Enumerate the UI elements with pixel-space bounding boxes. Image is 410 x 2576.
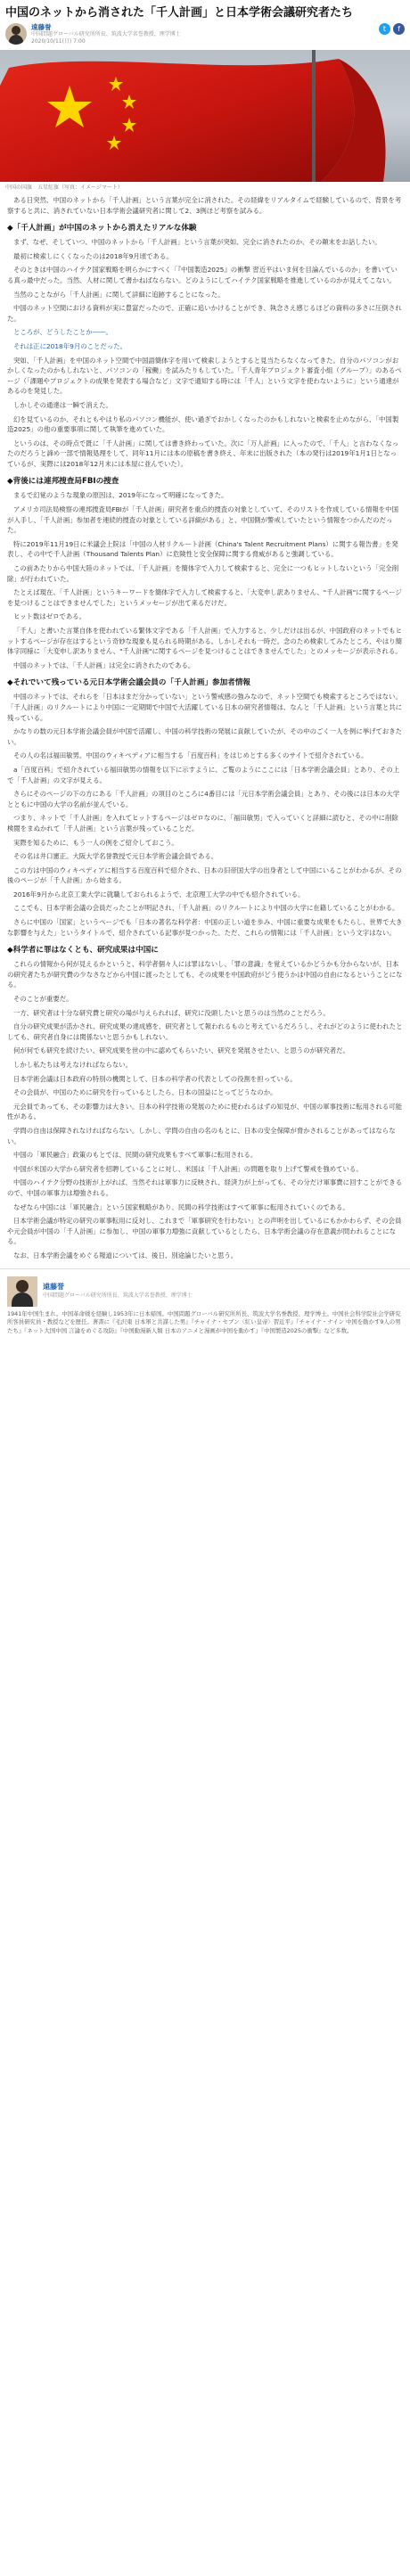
paragraph: これらの情報から何が見えるかというと、科学者個々人には罪はないし、「罪の意識」を覚えているかどうかも分からないが、日本の研究者たちが研究費の少なさなどから中国に渡ったとしても、その成果を中国政府がどう使うかは中国の自由になるということになる。	[7, 960, 403, 989]
paragraph: それは正に2018年9月のことだった。	[13, 341, 127, 350]
paragraph: さらに中国の「国家」というページでも「日本の著名な科学者：中国の正しい道を歩み、中国に重要な成果をもたらし、世界で大きな影響を与えた」というタイトルで、紹介されている記事が見つかった。ただ、これらの情報には「千人計画」という文字はない。	[7, 918, 403, 937]
profile-header	[7, 1276, 403, 1307]
paragraph: 自分の研究成果が活かされ、研究成果の達成感を、研究者として報われるものと考えているだろうし、それがどのように使われたとしても、研究者自身には関係ないと思うかもしれない。	[7, 1022, 403, 1041]
paragraph: さらにそのページの下の方にある「千人計画」の項目のところに4番目には「元日本学術会議会員」とあり、その後には日本の大学とともに中国の大学の名前が並んでいる。	[7, 790, 400, 808]
paragraph: というのは、その時点で既に「千人計画」に関しては書き終わっていた。次に「万人計画」に入ったので、「千人」と言わなくなったのだろうと諦め一部で情報処理をして、同年11月には本の原稿を書き終え、年末に出版された（本の発行は2019年1月1日となっているが、実際には2018年12月末には本屋に並んでいた）。	[7, 439, 399, 468]
section-heading: ◆「千人計画」が中国のネットから消えたリアルな体験	[7, 224, 197, 234]
paragraph: ところが、どうしたことか――。	[13, 328, 112, 337]
author-avatar[interactable]	[5, 23, 27, 45]
section-heading: ◆背後には連邦捜査局FBIの捜査	[7, 477, 119, 487]
section-national-page	[7, 917, 403, 938]
paragraph: この前あたりから中国大陸のネットでは、「千人計画」を簡体字で入力して検索すると、完全に一つもヒットしないという「完全削除」が行われていた。	[7, 564, 399, 583]
paragraph: 特に2019年11月19日に米議会上院は「中国の人材リクルート計画（China's Talent Recruitment Plans）に関する報告書」を発表し、その中で千人計画（Thousand Talents Plan）に危険性と安全保障に関する脅威があると強調している。	[7, 539, 398, 559]
profile-role: 中国問題グローバル研究所所長、筑波大学名誉教授、理学博士	[43, 1292, 193, 1299]
paragraph: 中国の「軍民融合」政策のもとでは、民間の研究成果もすべて軍事に転用される。	[13, 1151, 258, 1160]
paragraph: a「百度百科」で紹介されている福田敏男の情報を以下に示すように、ご覧のようにここには「日本学術会議会員」とあり、その上で「千人計画」の文字が見える。	[7, 765, 400, 784]
paragraph: かなりの数の元日本学術会議会員が中国で活躍し、中国の科学技術の発展に貢献していたが、その中のごく一人を例に挙げておきたい。	[7, 727, 403, 746]
profile-name[interactable]: 遠藤誉	[43, 1282, 64, 1291]
paragraph: 一方、研究者は十分な研究費と研究の場が与えられれば、研究に没頭したいと思うのは当然のことだろう。	[13, 1008, 330, 1017]
byline-text	[31, 23, 379, 45]
paragraph: ヒット数はゼロである。	[13, 612, 86, 621]
paragraph: 当然のことながら「千人計画」に関して詳細に追跡することになった。	[13, 290, 225, 299]
paragraph: 2016年9月から北京工業大学に就職しておられるようで、北京理工大学の中でも紹介されている。	[13, 890, 305, 898]
publish-date: 2020/10/11(日) 7:00	[31, 38, 86, 45]
section-intro	[7, 195, 403, 216]
share-buttons	[379, 23, 405, 35]
paragraph: その名は井口憲正。大阪大学名誉教授で元日本学術会議会員である。	[13, 852, 218, 861]
paragraph: 突如、「千人計画」を中国のネット空間で中国語簡体字を用いて検索しようとすると見当たらなくなってきた。自分のパソコンがおかしくなったのかもしれないと、パソコンの「稼働」を試みたりもしていた。「千人青年プロジェクト審査小組（グループ）」のあるページ（「課題やプロジェクトの成果を発表する場合など」文字で通知する時には「千人」という文字を使わないように」という通達があるのを発見した。	[7, 356, 402, 396]
paragraph: そのときは中国のハイテク国家戦略を明らかにすべく「『中国製造2025』の衝撃 習近平はいま何を目論んでいるのか」を書いている真っ最中だった。当然、人材に関して書かねばならない。どのようにしてハイテク国家戦略を推進しているのかが見えてこない。	[7, 266, 398, 284]
paragraph: 何が何でも研究を続けたい、研究成果を世の中に認めてもらいたい、研究を発展させたい、と思うのが研究者だ。	[13, 1046, 349, 1055]
paragraph: 学問の自由は保障されなければならない。しかし、学問の自由の名のもとに、日本の安全保障が脅かされることがあってはならない。	[7, 1126, 396, 1145]
paragraph: 中国のネット空間における資料が実に豊富だったので、正確に追いかけることができ、執念さえ感じるほどの資料の多さに圧倒された。	[7, 304, 402, 323]
section-fbi	[7, 476, 403, 670]
paragraph: なお、日本学術会議をめぐる報道については、後日、別途論じたいと思う。	[13, 1251, 238, 1259]
author-profile	[0, 1268, 410, 1336]
paragraph: しかしその通達は一瞬で消えた。	[13, 400, 112, 409]
paragraph: この方は中国のウィキペディアに相当する百度百科で紹介され、日本の旧帝国大学の出身者として中国にいることがわかるが、その後のページが「千人計画」から始まる。	[7, 866, 402, 885]
paragraph: まるで幻覚のような現象の原因は、2019年になって明確になってきた。	[13, 491, 228, 500]
paragraph: 中国のネットでは、それらを「日本はまだ分かっていない」という警戒感の強みなので、ネット空間でも検索するところではない。「千人計画」のリクルートにより中国に一定期間で中国で大活躍している日本の研究者情報は、なんと「千人計画」という言葉と共に残っている。	[7, 693, 403, 722]
paragraph: 中国のネットでは、「千人計画」は完全に消されたのである。	[13, 660, 195, 669]
paragraph: 元会員であっても、その影響力は大きい。日本の科学技術の発展のために使われるはずの知見が、中国の軍事技術に転用される可能性がある。	[7, 1102, 402, 1121]
paragraph: そのことが重要だ。	[13, 995, 73, 1004]
paragraph: 日本学術会議が特定の研究の軍事転用に反対し、これまで「軍事研究を行わない」との声明を出しているにもかかわらず、その会員や元会員が中国の「千人計画」に参加し、中国の軍事力増強に貢献しているとしたら、日本学術会議の存在意義が問われることになる。	[7, 1217, 402, 1246]
paragraph: 幻を見ているのか、それともやはり私のパソコン機能が、使い過ぎでおかしくなったのかもしれないと検索を止めながら、「中国製造2025」の他の重要事項に関して執筆を進めていた。	[7, 414, 399, 434]
section-scientists	[7, 945, 403, 1260]
paragraph: つまり、ネットで「千人計画」を入れてヒットするページはゼロなのに、「福田敏男」で入っていくと詳細に読むと、その中に削除検閲をまぬかれて「千人計画」という言葉が残っていることだ。	[7, 814, 398, 833]
twitter-icon[interactable]: t	[379, 23, 390, 35]
profile-bio: 1941年中国生まれ。中国革命戦を経験し1953年に日本帰国。中国問題グローバル研究所所長、筑波大学名誉教授、理学博士。中国社会科学院社会学研究所客員研究員・教授などを歴任。著書に『毛沢東 日本軍と共謀した男』『チャイナ・セブン〈紅い皇帝〉習近平』『チャイナ・ナイン 中国を動かす9人の男たち』『ネット大国中国 言論をめぐる攻防』『中国動漫新人類 日本のアニメと漫画が中国を動かす』『中国製造2025の衝撃』など多数。	[7, 1309, 401, 1334]
article-body	[0, 195, 410, 1261]
section-remaining-info	[7, 677, 403, 914]
paragraph: 実際を知るために、もう一人の例をご紹介しておこう。	[13, 838, 178, 847]
profile-names	[43, 1283, 193, 1300]
hero-image	[0, 50, 410, 182]
author-name[interactable]: 遠藤誉	[31, 23, 52, 31]
hero-caption: 中国の国旗 五星紅旗（写真：イメージマート）	[5, 185, 123, 191]
paragraph: その会員が、中国のために研究を行っているとしたら、日本の国益にとってどうなのか。	[13, 1088, 277, 1097]
paragraph: まず、なぜ、そしていつ、中国のネットから「千人計画」という言葉が突如、完全に消されたのか、その顛末をお話したい。	[13, 238, 381, 247]
paragraph: 「千人」と書いた言葉自体を使われている繁体文字である「千人計画」で入力すると、少しだけは出るが、中国政府のネットでもヒットするページが存在はするという奇妙な現象も見られる時期がある。しかしそれも一時だ。念のため検索してみたところ、やはり簡体字同様に「大変申し訳ありません、"千人計画"に関するページを見つけることはできませんでした」とのメッセージが表示される。	[7, 627, 403, 656]
paragraph: 最初に検索しにくくなったのは2018年9月頃である。	[13, 251, 173, 260]
author-role: 中国問題グローバル研究所所長、筑波大学名誉教授、理学博士	[31, 31, 181, 37]
paragraph: 中国が米国の大学から研究者を招聘していることに対し、米国は「千人計画」の問題を取り上げて警戒を強めている。	[13, 1164, 363, 1173]
paragraph: たとえば現在、「千人計画」というキーワードを簡体字で入力して検索すると、「大変申し訳ありません、"千人計画"に関するページを見つけることはできませんでした」というメッセージが出て来るだけだ。	[7, 588, 402, 607]
paragraph: 中国のハイテク分野の技術が上がれば、当然それは軍事力に反映され、経済力が上がっても、その分だけ軍事費に回すことができるので、中国の軍事力は増強される。	[7, 1178, 403, 1197]
paragraph: ここでも、日本学術会議の会員だったことが明記され、「千人計画」のリクルートにより中国の大学に在籍していることがわかる。	[13, 904, 399, 913]
paragraph: アメリカ司法局検察の連邦捜査局FBIが「千人計画」研究者を重点的捜査の対象としていて、そのリストを作成している情報を中国が入手し、「千人計画」参加者を連続的捜査の対象としている詳細がある」と、中国側が警戒していたという情報をつかんだのだった。	[7, 505, 398, 535]
section-heading: ◆それでいて残っている元日本学術会議会員の「千人計画」参加者情報	[7, 678, 251, 688]
paragraph: なぜなら中国には「軍民融合」という国家戦略があり、民間の科学技術はすべて軍事に転用されていくのである。	[13, 1202, 349, 1211]
article-title: 中国のネットから消された「千人計画」と日本学術会議研究者たち	[5, 6, 354, 20]
paragraph: ある日突然、中国のネットから「千人計画」という言葉が完全に消された。その経緯をリアルタイムで経験しているので、背景を考察すると共に、消されていない日本学術会議研究者に関して2、3例ほど考察を試みる。	[7, 196, 402, 215]
section-heading: ◆科学者に罪はなくとも、研究成果は中国に	[7, 946, 159, 956]
china-flag-photo	[0, 50, 410, 182]
section-disappearance	[7, 223, 403, 469]
profile-photo[interactable]	[7, 1276, 37, 1307]
paragraph: その人の名は福田敏男。中国のウィキペディアに相当する「百度百科」をはじめとする多くのサイトで紹介されている。	[13, 751, 368, 760]
byline	[0, 23, 410, 50]
article-page	[0, 5, 410, 1335]
paragraph: 日本学術会議は日本政府の特別の機関として、日本の科学者の代表としての役割を担っている。	[13, 1074, 297, 1083]
paragraph: しかし私たちは考えなければならない。	[13, 1061, 133, 1069]
facebook-icon[interactable]: f	[393, 23, 405, 35]
